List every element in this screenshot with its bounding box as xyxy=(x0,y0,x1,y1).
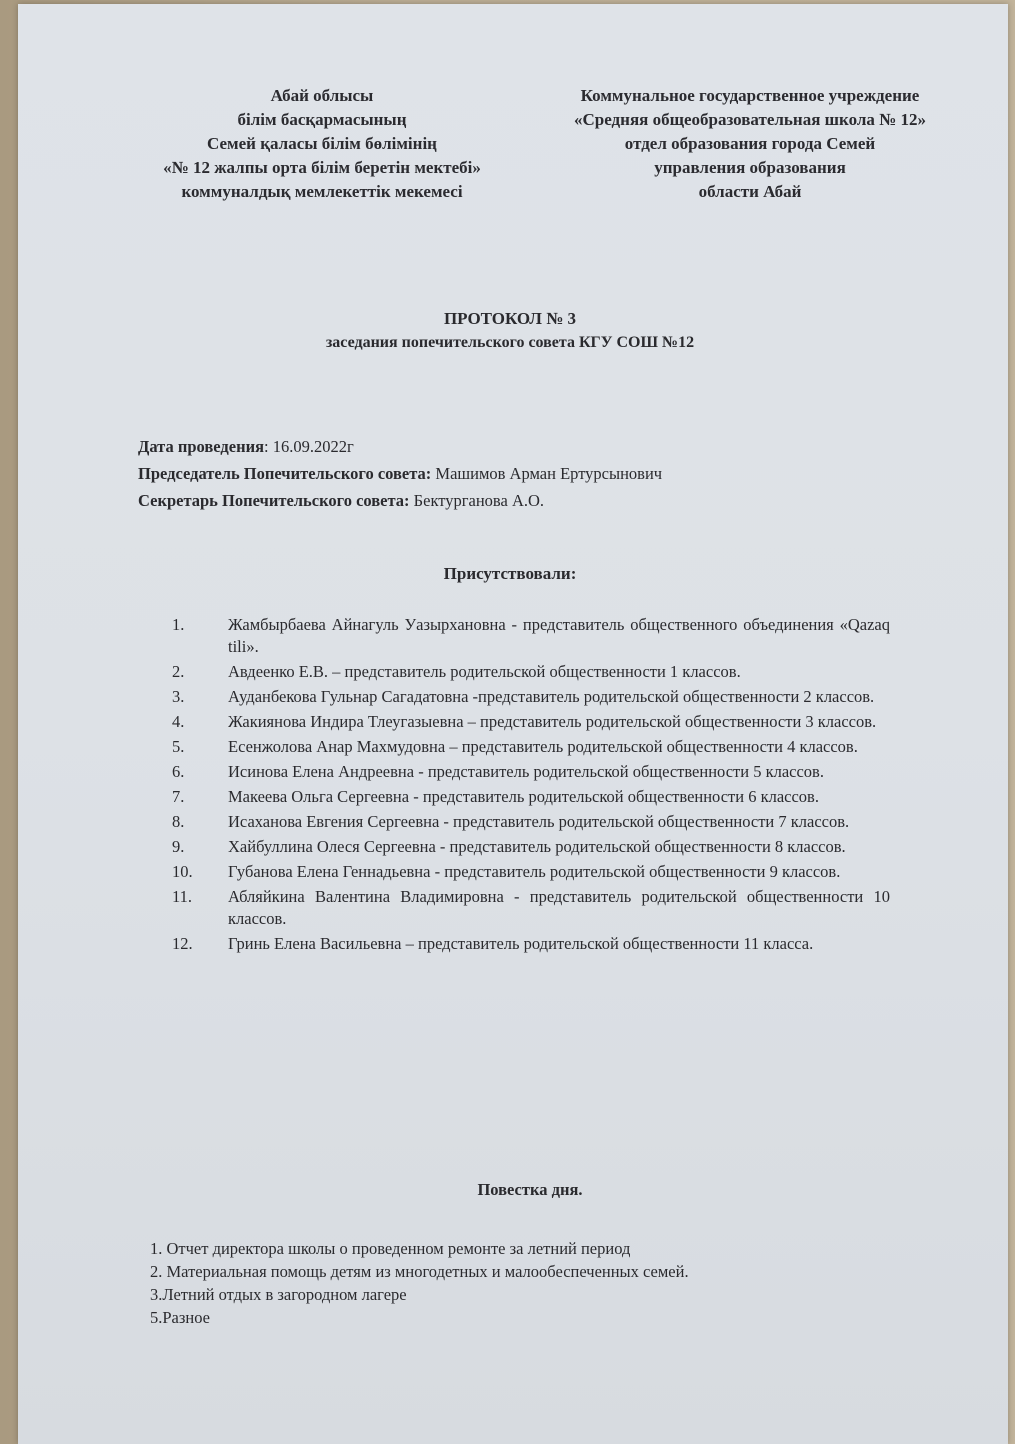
list-item xyxy=(160,786,890,808)
chair-value: Машимов Арман Ертурсынович xyxy=(431,464,663,483)
list-item xyxy=(160,861,890,883)
list-item-text: Жакиянова Индира Тлеугазыевна – представитель родительской общественности 3 классов. xyxy=(228,712,877,731)
header-line: білім басқармасының xyxy=(237,110,407,129)
list-item-number: 9. xyxy=(172,837,185,856)
agenda-item: 1. Отчет директора школы о проведенном ремонте за летний период xyxy=(150,1239,631,1258)
agenda-item: 5.Разное xyxy=(150,1308,210,1327)
protocol-subtitle: заседания попечительского совета КГУ СОШ №12 xyxy=(325,334,695,351)
agenda-heading: Повестка дня. xyxy=(477,1180,583,1199)
list-item-text: Жамбырбаева Айнагуль Уазырхановна - представитель общественного объединения «Qazaq tili». xyxy=(228,615,890,656)
list-item xyxy=(160,736,890,758)
meeting-date xyxy=(138,433,662,460)
list-item-text: Исинова Елена Андреевна - представитель родительской общественности 5 классов. xyxy=(228,762,824,781)
list-item-text: Абляйкина Валентина Владимировна - представитель родительской общественности 10 классов. xyxy=(228,887,890,928)
chair-label: Председатель Попечительского совета: xyxy=(138,464,432,483)
list-item-text: Есенжолова Анар Махмудовна – представитель родительской общественности 4 классов. xyxy=(228,737,858,756)
list-item-number: 10. xyxy=(172,862,193,881)
protocol-title-block xyxy=(250,307,770,355)
date-label: Дата проведения xyxy=(138,437,265,456)
header-line: Коммунальное государственное учреждение xyxy=(580,86,920,105)
header-line: коммуналдық мемлекеттік мекемесі xyxy=(181,182,463,201)
list-item xyxy=(160,686,890,708)
header-line: отдел образования города Семей xyxy=(624,134,876,153)
protocol-title: ПРОТОКОЛ № 3 xyxy=(443,309,577,328)
present-heading: Присутствовали: xyxy=(443,564,577,583)
header-line: области Абай xyxy=(698,182,802,201)
list-item-text: Ауданбекова Гульнар Сагадатовна -представитель родительской общественности 2 классов. xyxy=(228,687,875,706)
list-item-number: 6. xyxy=(172,762,185,781)
list-item-number: 1. xyxy=(172,615,185,634)
secretary-label: Секретарь Попечительского совета: xyxy=(138,491,410,510)
header-line: Абай облысы xyxy=(270,86,374,105)
list-item-number: 4. xyxy=(172,712,185,731)
header-line: «№ 12 жалпы орта білім беретін мектебі» xyxy=(163,158,481,177)
agenda-item: 2. Материальная помощь детям из многодетных и малообеспеченных семей. xyxy=(150,1262,689,1281)
list-item-number: 2. xyxy=(172,662,185,681)
list-item xyxy=(160,711,890,733)
list-item xyxy=(160,811,890,833)
list-item-number: 8. xyxy=(172,812,185,831)
list-item-text: Гринь Елена Васильевна – представитель родительской общественности 11 класса. xyxy=(228,934,814,953)
meeting-secretary xyxy=(138,487,662,514)
meeting-chair xyxy=(138,460,662,487)
header-line: Семей қаласы білім бөлімінің xyxy=(207,134,437,153)
header-kazakh xyxy=(102,84,542,204)
list-item xyxy=(160,933,890,955)
list-item-number: 11. xyxy=(172,887,193,906)
meeting-details xyxy=(138,433,662,514)
agenda-list xyxy=(150,1237,689,1329)
list-item xyxy=(160,836,890,858)
list-item-text: Авдеенко Е.В. – представитель родительской общественности 1 классов. xyxy=(228,662,741,681)
list-item-text: Хайбуллина Олеся Сергеевна - представитель родительской общественности 8 классов. xyxy=(228,837,846,856)
list-item xyxy=(160,886,890,930)
list-item-text: Макеева Ольга Сергеевна - представитель родительской общественности 6 классов. xyxy=(228,787,819,806)
list-item xyxy=(160,614,890,658)
list-item-text: Губанова Елена Геннадьевна - представитель родительской общественности 9 классов. xyxy=(228,862,841,881)
date-value: : 16.09.2022г xyxy=(264,437,354,456)
header-russian xyxy=(520,84,980,204)
secretary-value: Бектурганова А.О. xyxy=(409,491,545,510)
list-item-number: 3. xyxy=(172,687,185,706)
list-item xyxy=(160,661,890,683)
list-item-number: 5. xyxy=(172,737,185,756)
header-line: «Средняя общеобразовательная школа № 12» xyxy=(574,110,926,129)
members-list xyxy=(160,614,890,958)
list-item-number: 7. xyxy=(172,787,185,806)
header-line: управления образования xyxy=(654,158,846,177)
list-item-text: Исаханова Евгения Сергеевна - представитель родительской общественности 7 классов. xyxy=(228,812,850,831)
list-item-number: 12. xyxy=(172,934,193,953)
agenda-item: 3.Летний отдых в загородном лагере xyxy=(150,1285,407,1304)
list-item xyxy=(160,761,890,783)
